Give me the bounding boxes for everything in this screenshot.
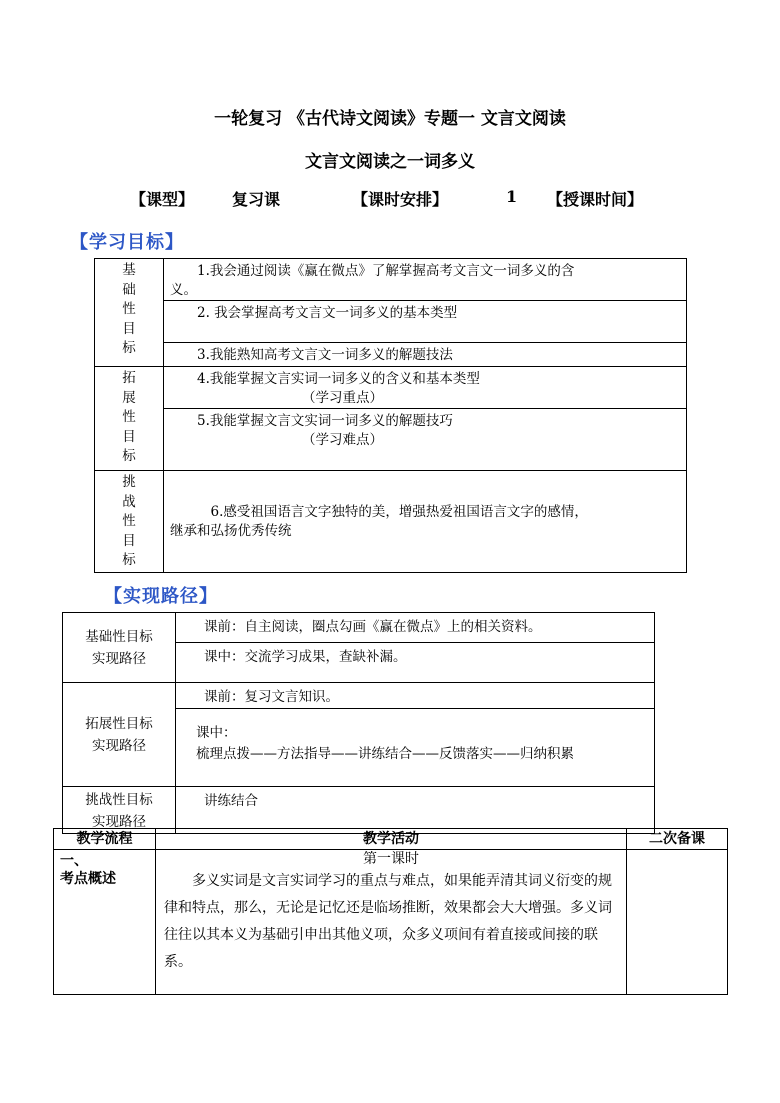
teaching-time-label: 【授课时间】 <box>547 190 644 209</box>
basic-path-during: 课中：交流学习成果，查缺补漏。 <box>176 643 655 683</box>
learning-goals-heading: 【学习目标】 <box>70 232 184 253</box>
basic-path-label: 基础性目标 实现路径 <box>63 613 176 683</box>
goal-item-6: 6.感受祖国语言文字独特的美，增强热爱祖国语言文字的感情， 继承和弘扬优秀传统 <box>164 471 687 573</box>
extended-goals-category: 拓 展 性 目 标 <box>95 367 164 471</box>
flow-step-cell: 一、 考点概述 <box>54 850 156 995</box>
goal-item-2: 2. 我会掌握高考文言文一词多义的基本类型 <box>164 301 687 343</box>
implementation-path-heading: 【实现路径】 <box>104 586 218 607</box>
flow-second-prep-cell <box>627 850 728 995</box>
document-subtitle: 文言文阅读之一词多义 <box>305 152 475 172</box>
flow-activity-cell <box>156 850 627 995</box>
teaching-flow-table <box>53 828 728 995</box>
goal-item-1: 1.我会通过阅读《赢在微点》了解掌握高考文言文一词多义的含 义。 <box>164 259 687 301</box>
schedule-value: 1 <box>506 187 518 206</box>
extended-path-before: 课前：复习文言知识。 <box>176 683 655 709</box>
goal-item-3: 3.我能熟知高考文言文一词多义的解题技法 <box>164 343 687 367</box>
implementation-path-table <box>62 612 655 834</box>
lesson-label: 第一课时 <box>363 851 419 867</box>
course-type-label: 【课型】 <box>130 190 195 209</box>
extended-path-label: 拓展性目标 实现路径 <box>63 683 176 787</box>
goal-item-5: 5.我能掌握文言文实词一词多义的解题技巧 （学习难点） <box>164 409 687 471</box>
learning-goals-table <box>94 258 687 573</box>
extended-path-during: 课中： 梳理点拨——方法指导——讲练结合——反馈落实——归纳积累 <box>176 709 655 787</box>
challenge-path-text: 讲练结合 <box>176 787 655 834</box>
basic-goals-category: 基 础 性 目 标 <box>95 259 164 367</box>
basic-path-before: 课前：自主阅读，圈点勾画《赢在微点》上的相关资料。 <box>176 613 655 643</box>
flow-header-activity: 教学活动 <box>156 829 627 850</box>
flow-header-process: 教学流程 <box>54 829 156 850</box>
flow-header-second-prep: 二次备课 <box>627 829 728 850</box>
document-title: 一轮复习 《古代诗文阅读》专题一 文言文阅读 <box>214 109 566 129</box>
schedule-label: 【课时安排】 <box>352 190 449 209</box>
activity-paragraph: 多义实词是文言实词学习的重点与难点，如果能弄清其词义衍变的规律和特点，那么，无论是记忆还是临场推断，效果都会大大增强。多义词往往以其本义为基础引申出其他义项，众多义项间有着直接或间接的联系。 <box>164 873 612 970</box>
goal-item-4: 4.我能掌握文言实词一词多义的含义和基本类型 （学习重点） <box>164 367 687 409</box>
challenge-path-label: 挑战性目标 实现路径 <box>63 787 176 834</box>
challenge-goals-category: 挑 战 性 目 标 <box>95 471 164 573</box>
course-type-value: 复习课 <box>232 190 281 209</box>
